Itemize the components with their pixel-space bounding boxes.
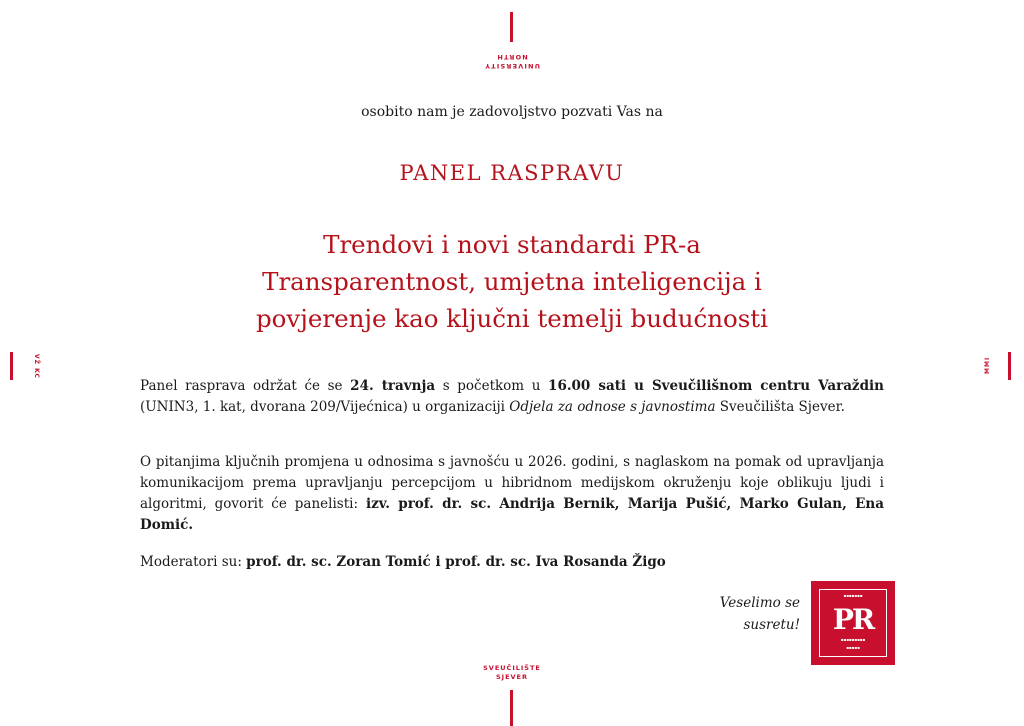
event-date: 24. travnja	[350, 378, 436, 394]
bottom-logo-line-2: SJEVER	[495, 673, 529, 681]
pr-mark: PR	[832, 603, 874, 636]
sveuciliste-sjever-logo	[462, 664, 562, 682]
logo-small-text-bottom: ▪▪▪▪▪▪▪▪▪	[840, 637, 866, 642]
left-mark-text: VŽ KC	[33, 354, 40, 379]
organizer-department: Odjela za odnose s javnostima	[509, 399, 716, 415]
logo-small-text-bottom-2: ▪▪▪▪▪	[846, 645, 860, 650]
topic-paragraph	[140, 452, 884, 536]
main-title-line-1: Trendovi i novi standardi PR-a	[323, 230, 701, 259]
closing-text	[716, 592, 800, 636]
bottom-logo-text	[462, 664, 562, 682]
panel-title: PANEL RASPRAVU	[399, 161, 625, 185]
event-details-paragraph	[140, 376, 884, 418]
text-segment: (UNIN3, 1. kat, dvorana 209/Vijećnica) u organizaciji	[140, 399, 510, 415]
closing-line-1: Veselimo se	[719, 595, 800, 611]
moderators-list: prof. dr. sc. Zoran Tomić i prof. dr. sc. Iva Rosanda Žigo	[246, 554, 666, 570]
text-segment: Panel rasprava održat će se	[140, 378, 351, 394]
right-mark-bar	[1008, 352, 1011, 380]
logo-text	[472, 52, 552, 70]
event-time-location: 16.00 sati u Sveučilišnom centru Varaždin	[548, 378, 884, 394]
panelists-list: izv. prof. dr. sc. Andrija Bernik, Marija Pušić, Marko Gulan, Ena Domić.	[140, 496, 884, 533]
pr-department-logo	[811, 581, 895, 665]
closing-line-2: susretu!	[743, 617, 800, 633]
bottom-logo-bar	[510, 690, 513, 726]
main-title-line-3: povjerenje kao ključni temelji budućnosti	[256, 304, 768, 333]
main-title-line-2: Transparentnost, umjetna inteligencija i	[262, 267, 762, 296]
logo-line-university: UNIVERSITY	[484, 62, 540, 70]
moderators-paragraph	[140, 552, 884, 573]
logo-bar	[510, 12, 513, 42]
main-title	[0, 226, 1024, 337]
logo-line-north: NORTH	[496, 53, 528, 61]
text-segment: O pitanjima ključnih promjena u odnosima s javnošću u 2026. godini, s naglaskom na pomak od upravljanja komunikacijom prema upravljanju percepcijom u hibridnom medijskom okruženju koje oblikuju ljudi i algoritmi, govorit će panelisti:	[140, 454, 884, 512]
logo-small-text-top: ▪▪▪▪▪▪▪	[843, 593, 863, 598]
intro-text: osobito nam je zadovoljstvo pozvati Vas na	[361, 104, 663, 120]
text-segment: Moderatori su:	[140, 554, 247, 570]
text-segment: s početkom u	[435, 378, 549, 394]
right-mark-text: MMI	[984, 356, 991, 374]
left-mark-bar	[10, 352, 13, 380]
text-segment: Sveučilišta Sjever.	[715, 399, 845, 415]
bottom-logo-line-1: SVEUČILIŠTE	[483, 664, 541, 672]
